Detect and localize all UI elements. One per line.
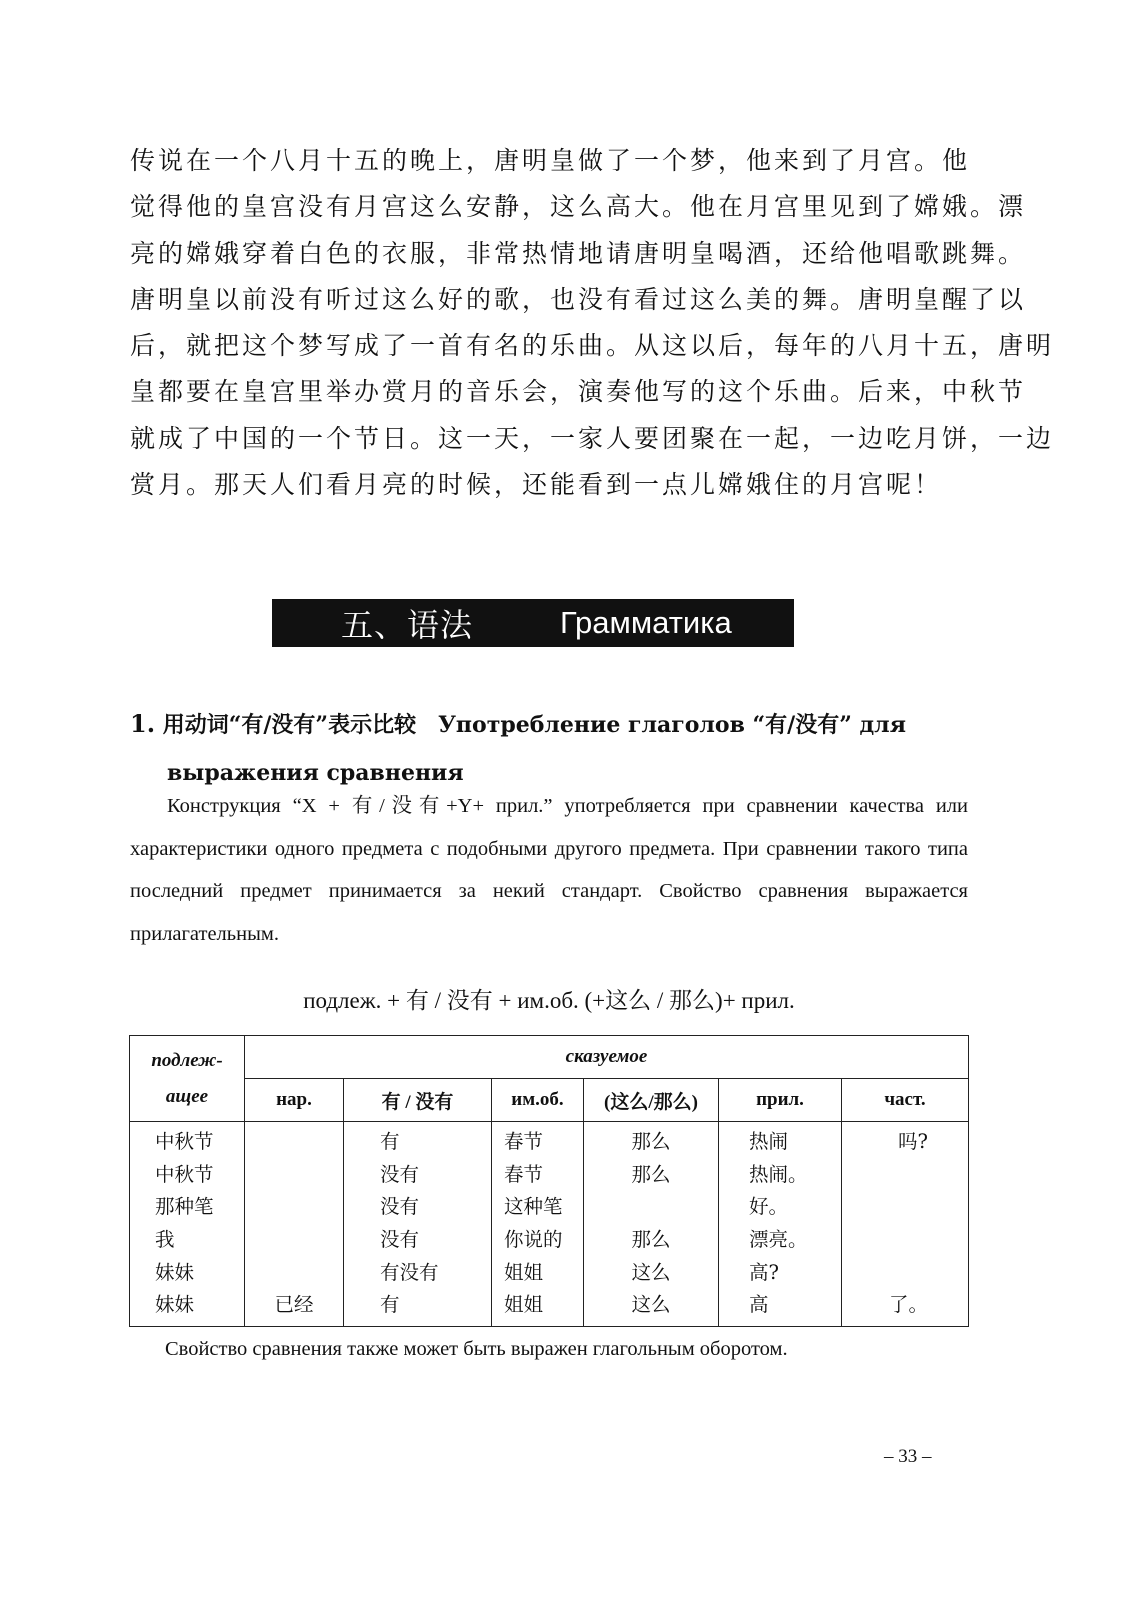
explanation-paragraph [130, 785, 968, 955]
table-cell: 高? [749, 1260, 779, 1284]
degree-column [584, 1122, 719, 1327]
story-paragraph [130, 138, 1055, 508]
table-cell: 中秋节 [155, 1130, 214, 1153]
particle-column [842, 1122, 969, 1327]
table-cell: 这么 [631, 1260, 671, 1284]
table-cell [245, 1257, 343, 1290]
table-cell: 没有 [380, 1162, 420, 1186]
table-cell: 我 [155, 1228, 175, 1252]
grammar-formula: подлеж. + 有 / 没有 + им.об. (+这么 / 那么)+ прил. [303, 988, 795, 1013]
table-cell: 没有 [380, 1195, 420, 1219]
section-title-zh: 五、语法 [340, 606, 473, 644]
table-cell [245, 1126, 343, 1159]
table-cell: 有没有 [380, 1260, 439, 1284]
page-number: – 33 – [884, 1446, 932, 1467]
table-cell [842, 1224, 928, 1257]
story-line: 赏月。那天人们看月亮的时候，还能看到一点儿嫦娥住的月宫呢！ [130, 470, 943, 500]
table-cell: 姐姐 [504, 1293, 544, 1317]
table-cell: 热闹。 [749, 1162, 808, 1186]
table-cell: 春节 [504, 1130, 544, 1153]
table-cell [245, 1224, 343, 1257]
table-cell: 没有 [380, 1228, 420, 1252]
predicate-header: сказуемое [245, 1036, 969, 1079]
subject-header [130, 1036, 245, 1122]
table-cell: 漂亮。 [749, 1228, 808, 1252]
table-cell: 热闹 [749, 1130, 789, 1153]
table-cell: 那种笔 [155, 1195, 214, 1219]
table-cell: 吗? [898, 1130, 928, 1153]
story-line: 后，就把这个梦写成了一首有名的乐曲。从这以后，每年的八月十五，唐明 [130, 331, 1055, 361]
table-cell [245, 1191, 343, 1224]
story-line: 觉得他的皇宫没有月宫这么安静，这么高大。他在月宫里见到了嫦娥。漂 [130, 192, 1027, 222]
table-cell: 了。 [888, 1293, 928, 1317]
paragraph-text: Конструкция “X + 有/没有+Y+ прил.” употребляется при сравнении качества или характеристики одного предмета с подобными другого предмета. При сравнении такого типа последний предмет принимается за некий стандарт. Свойство сравнения выражается прилагательным. [130, 795, 968, 945]
adverb-column [245, 1122, 344, 1327]
heading-line2: выражения сравнения [167, 760, 464, 786]
table-cell [245, 1159, 343, 1192]
table-cell: 高 [749, 1293, 769, 1317]
table-cell: 妹妹 [155, 1293, 195, 1317]
story-line: 传说在一个八月十五的晚上，唐明皇做了一个梦，他来到了月宫。他 [130, 146, 971, 175]
section-title-ru: Грамматика [560, 605, 732, 640]
table-cell: 那么 [631, 1228, 671, 1252]
adjective-column [719, 1122, 842, 1327]
table-cell: 姐姐 [504, 1260, 544, 1284]
object-column [492, 1122, 584, 1327]
column-header: прил. [719, 1079, 842, 1122]
grammar-table [129, 1035, 969, 1327]
table-cell: 这么 [631, 1293, 671, 1317]
subject-header-line: ащее [165, 1085, 209, 1107]
column-header: част. [842, 1079, 969, 1122]
subject-header-line: подлеж- [151, 1049, 223, 1071]
table-cell [584, 1191, 718, 1224]
table-cell: 有 [380, 1130, 400, 1153]
table-cell: 好。 [749, 1195, 789, 1219]
section-banner [272, 599, 794, 647]
column-header: (这么/那么) [584, 1079, 719, 1122]
column-header: 有 / 没有 [344, 1079, 492, 1122]
table-cell: 那么 [631, 1162, 671, 1186]
heading-line1: 用动词“有/没有”表示比较 Употребление глаголов “有/没有” для [162, 712, 906, 738]
table-cell: 春节 [504, 1162, 544, 1186]
table-cell: 那么 [631, 1130, 671, 1153]
table-cell: 中秋节 [155, 1162, 214, 1186]
column-header: им.об. [492, 1079, 584, 1122]
table-row [130, 1122, 969, 1327]
story-line: 皇都要在皇宫里举办赏月的音乐会，演奏他写的这个乐曲。后来，中秋节 [130, 377, 1027, 407]
subject-column [130, 1122, 245, 1327]
table-cell [842, 1257, 928, 1290]
heading-number: 1. [130, 709, 156, 738]
verb-column [344, 1122, 492, 1327]
column-header: нар. [245, 1079, 344, 1122]
footnote-text: Свойство сравнения также может быть выражен глагольным оборотом. [165, 1338, 788, 1360]
story-line: 就成了中国的一个节日。这一天，一家人要团聚在一起，一边吃月饼，一边 [130, 423, 1055, 453]
table-cell: 有 [380, 1293, 400, 1317]
story-line: 亮的嫦娥穿着白色的衣服，非常热情地请唐明皇喝酒，还给他唱歌跳舞。 [130, 238, 1027, 268]
table-cell: 已经 [274, 1293, 314, 1317]
table-cell: 妹妹 [155, 1260, 195, 1284]
grammar-heading [130, 700, 970, 797]
story-line: 唐明皇以前没有听过这么好的歌，也没有看过这么美的舞。唐明皇醒了以 [130, 284, 1027, 314]
table-cell [842, 1159, 928, 1192]
table-cell: 你说的 [504, 1228, 563, 1252]
table-cell [842, 1191, 928, 1224]
table-cell: 这种笔 [504, 1195, 563, 1219]
